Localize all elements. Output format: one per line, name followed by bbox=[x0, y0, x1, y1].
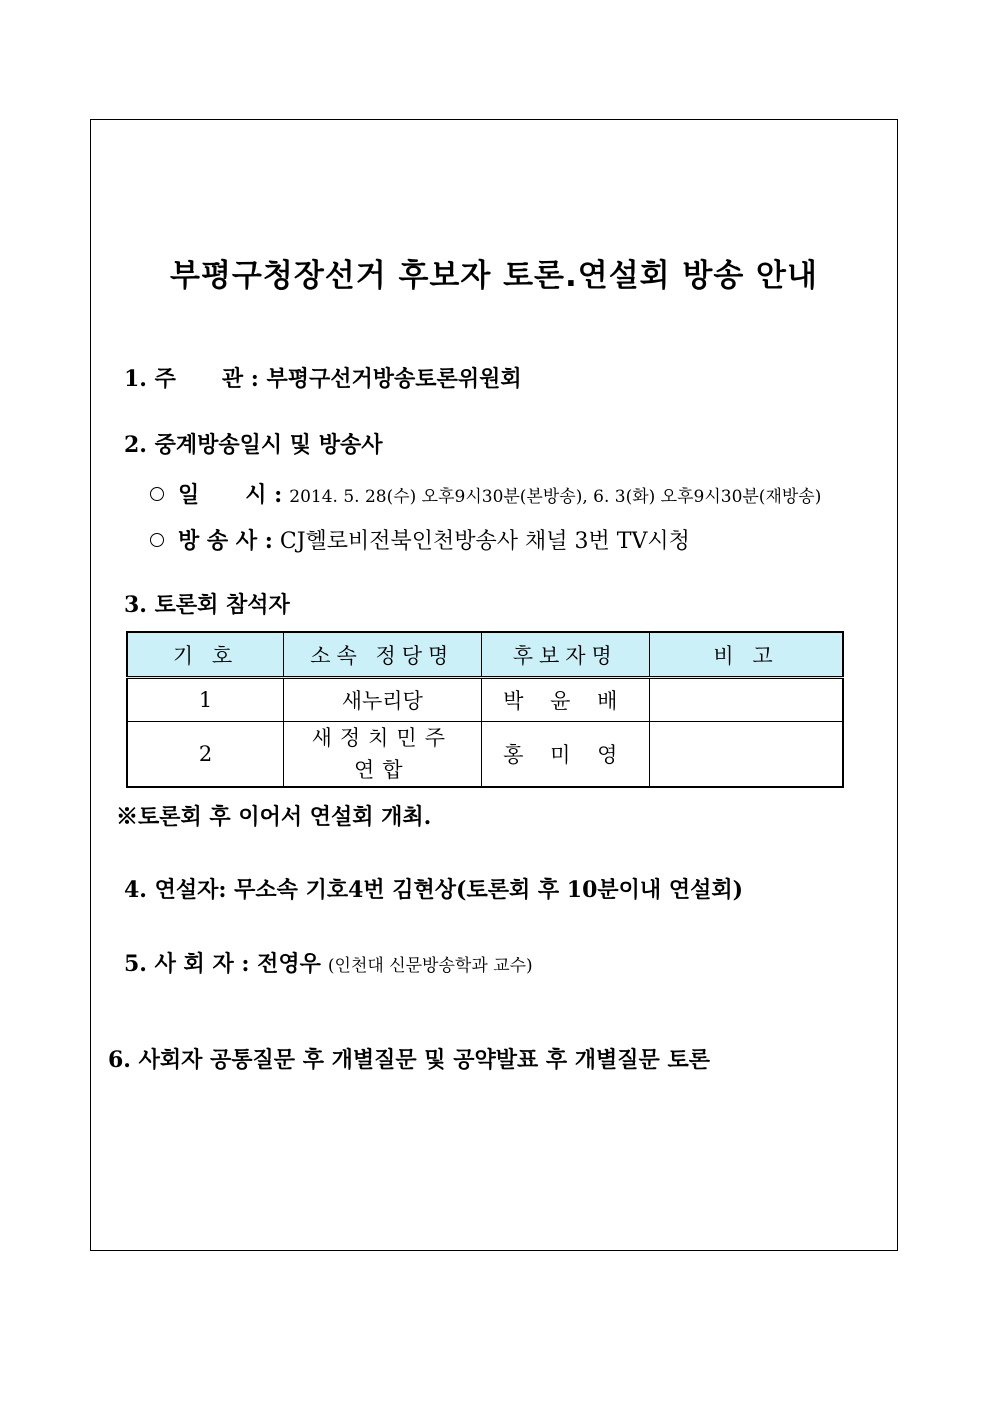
item-1-label: 1. 주 관 : bbox=[124, 366, 259, 392]
circle-bullet-icon bbox=[150, 487, 164, 501]
item-1-value: 부평구선거방송토론위원회 bbox=[266, 366, 522, 392]
cell-note bbox=[650, 678, 843, 722]
item-5-label: 5. 사 회 자 : 전영우 bbox=[124, 951, 321, 977]
circle-bullet-icon bbox=[150, 533, 164, 547]
header-party: 소속 정당명 bbox=[284, 632, 481, 678]
table-row bbox=[127, 722, 843, 788]
cell-party: 새누리당 bbox=[284, 678, 481, 722]
debate-note: ※토론회 후 이어서 연설회 개최. bbox=[116, 804, 432, 830]
cell-party bbox=[284, 722, 481, 788]
table-header-row bbox=[127, 632, 843, 678]
cell-candidate: 박 윤 배 bbox=[481, 678, 650, 722]
item-5-detail: (인천대 신문방송학과 교수) bbox=[327, 956, 533, 976]
document-title: 부평구청장선거 후보자 토론.연설회 방송 안내 bbox=[170, 258, 818, 294]
header-note: 비 고 bbox=[650, 632, 843, 678]
header-number: 기 호 bbox=[127, 632, 284, 678]
item-2-label: 2. 중계방송일시 및 방송사 bbox=[124, 432, 383, 458]
table-row bbox=[127, 678, 843, 722]
cell-party-line-1: 새정치민주 bbox=[311, 726, 453, 750]
cell-candidate: 홍 미 영 bbox=[481, 722, 650, 788]
item-3-label: 3. 토론회 참석자 bbox=[124, 592, 290, 618]
item-1 bbox=[124, 362, 522, 393]
item-5 bbox=[124, 947, 533, 978]
date-value: 2014. 5. 28(수) 오후9시30분(본방송), 6. 3(화) 오후9시30분(재방송) bbox=[289, 487, 822, 507]
item-2-broadcaster-row bbox=[150, 524, 690, 555]
item-4: 4. 연설자: 무소속 기호4번 김현상(토론회 후 10분이내 연설회) bbox=[124, 877, 743, 903]
cell-note bbox=[650, 722, 843, 788]
cell-party-line-2: 연합 bbox=[353, 758, 411, 782]
cell-number: 2 bbox=[127, 722, 284, 788]
header-candidate: 후보자명 bbox=[481, 632, 650, 678]
broadcaster-label: 방 송 사 : bbox=[178, 528, 273, 554]
cell-number: 1 bbox=[127, 678, 284, 722]
participants-table bbox=[126, 631, 844, 788]
item-6: 6. 사회자 공통질문 후 개별질문 및 공약발표 후 개별질문 토론 bbox=[108, 1047, 710, 1073]
date-label: 일 시 : bbox=[178, 482, 283, 508]
broadcaster-value: CJ헬로비전북인천방송사 채널 3번 TV시청 bbox=[279, 529, 690, 554]
item-2-date-row bbox=[150, 478, 821, 509]
